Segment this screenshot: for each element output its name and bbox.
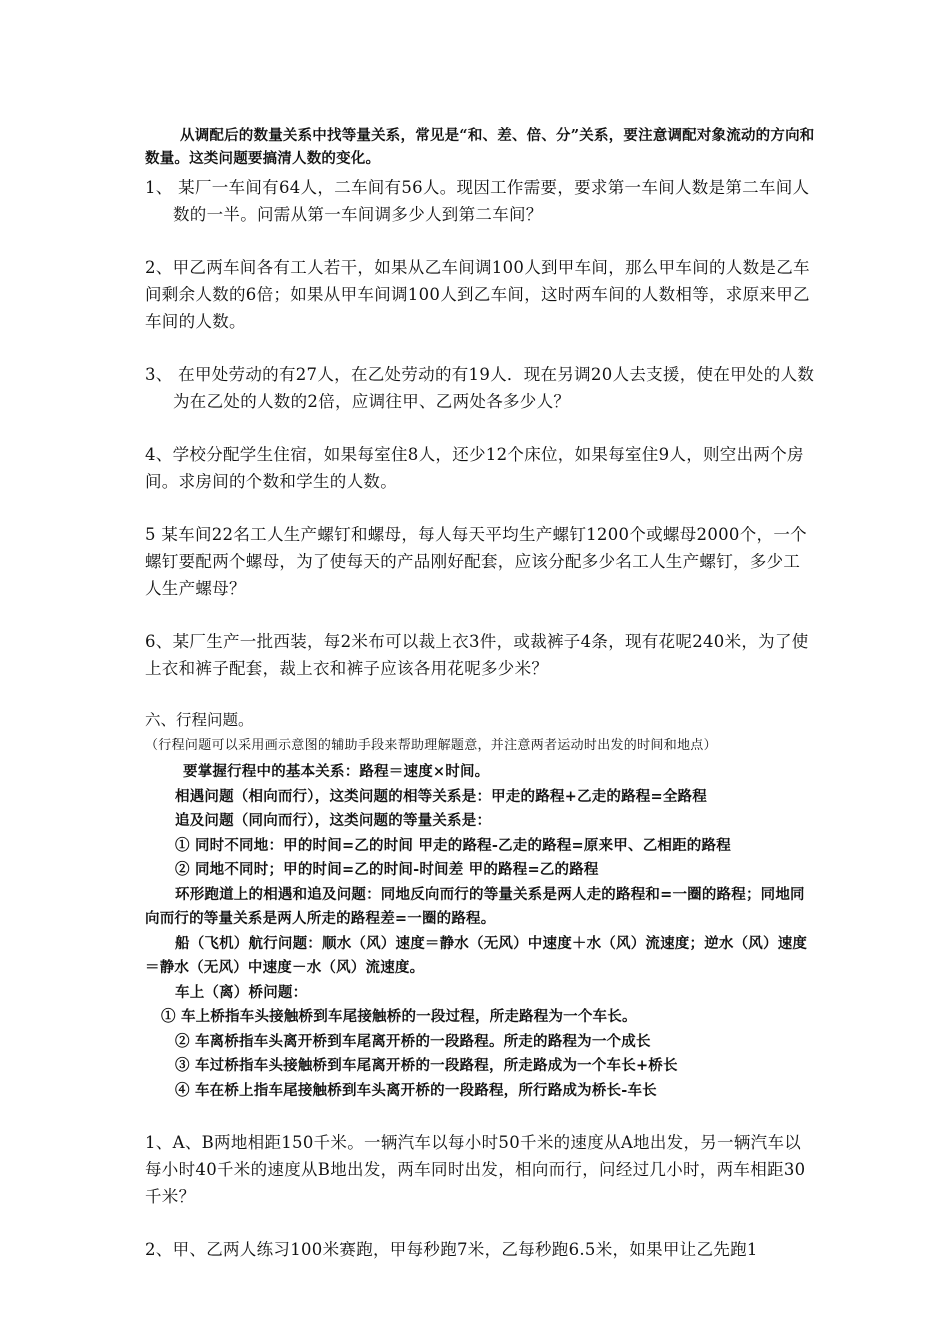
travel-problem-2: 2、甲、乙两人练习100米赛跑，甲每秒跑7米，乙每秒跑6.5米，如果甲让乙先跑1 [145, 1240, 758, 1259]
problem-5: 5 某车间22名工人生产螺钉和螺母，每人每天平均生产螺钉1200个或螺母2000个，一个螺钉要配两个螺母，为了使每天的产品刚好配套，应该分配多少名工人生产螺钉，多少工人生产螺母？ [145, 525, 807, 598]
rule-chase-2: ② 同地不同时；甲的时间=乙的时间-时间差 甲的路程=乙的路程 [175, 861, 599, 878]
rule-chase: 追及问题（同向而行），这类问题的等量关系是： [175, 812, 492, 829]
problem-1: 1、 某厂一车间有64人，二车间有56人。现因工作需要，要求第一车间人数是第二车间人数的一半。问需从第一车间调多少人到第二车间？ [145, 178, 810, 224]
problem-3: 3、 在甲处劳动的有27人，在乙处劳动的有19人．现在另调20人去支援，使在甲处的人数为在乙处的人数的2倍，应调往甲、乙两处各多少人？ [145, 365, 815, 411]
rule-chase-1: ① 同时不同地：甲的时间=乙的时间 甲走的路程-乙走的路程=原来甲、乙相距的路程 [175, 836, 731, 854]
document-body [145, 124, 815, 1263]
rule-bridge-title: 车上（离）桥问题： [175, 983, 308, 1001]
problem-6: 6、某厂生产一批西装，每2米布可以裁上衣3件，或裁裤子4条，现有花呢240米，为了使上衣和裤子配套，裁上衣和裤子应该各用花呢多少米？ [145, 632, 809, 678]
travel-problem-1: 1、A、B两地相距150千米。一辆汽车以每小时50千米的速度从A地出发，另一辆汽车以每小时40千米的速度从B地出发，两车同时出发，相向而行，问经过几小时，两车相距30千米？ [145, 1133, 806, 1206]
section-title: 六、行程问题。 [145, 711, 254, 729]
problem-2: 2、甲乙两车间各有工人若干，如果从乙车间调100人到甲车间，那么甲车间的人数是乙车间剩余人数的6倍；如果从甲车间调100人到乙车间，这时两车间的人数相等，求原来甲乙车间的人数。 [145, 258, 810, 331]
rule-meet: 相遇问题（相向而行），这类问题的相等关系是：甲走的路程+乙走的路程=全路程 [175, 787, 707, 805]
rule-bridge-2: ② 车离桥指车头离开桥到车尾离开桥的一段路程。所走的路程为一个成长 [175, 1032, 651, 1050]
rule-ring: 环形跑道上的相遇和追及问题：同地反向而行的等量关系是两人走的路程和=一圈的路程；同地同向而行的等量关系是两人所走的路程差=一圈的路程。 [145, 885, 805, 927]
rule-boat: 船（飞机）航行问题：顺水（风）速度＝静水（无风）中速度＋水（风）流速度；逆水（风）速度＝静水（无风）中速度－水（风）流速度。 [145, 934, 808, 976]
rule-bridge-1: ① 车上桥指车头接触桥到车尾接触桥的一段过程，所走路程为一个车长。 [161, 1008, 637, 1025]
rule-bridge-4: ④ 车在桥上指车尾接触桥到车头离开桥的一段路程，所行路成为桥长-车长 [175, 1081, 657, 1099]
section-note: （行程问题可以采用画示意图的辅助手段来帮助理解题意，并注意两者运动时出发的时间和地点） [145, 738, 717, 753]
problem-4: 4、学校分配学生住宿，如果每室住8人，还少12个床位，如果每室住9人，则空出两个房间。求房间的个数和学生的人数。 [145, 445, 804, 491]
rule-bridge-3: ③ 车过桥指车头接触桥到车尾离开桥的一段路程，所走路成为一个车长+桥长 [175, 1057, 678, 1074]
rule-basic: 要掌握行程中的基本关系：路程＝速度×时间。 [183, 763, 490, 780]
intro-paragraph: 从调配后的数量关系中找等量关系，常见是“和、差、倍、分”关系，要注意调配对象流动的方向和数量。这类问题要搞清人数的变化。 [145, 127, 815, 167]
section-heading [145, 708, 815, 758]
